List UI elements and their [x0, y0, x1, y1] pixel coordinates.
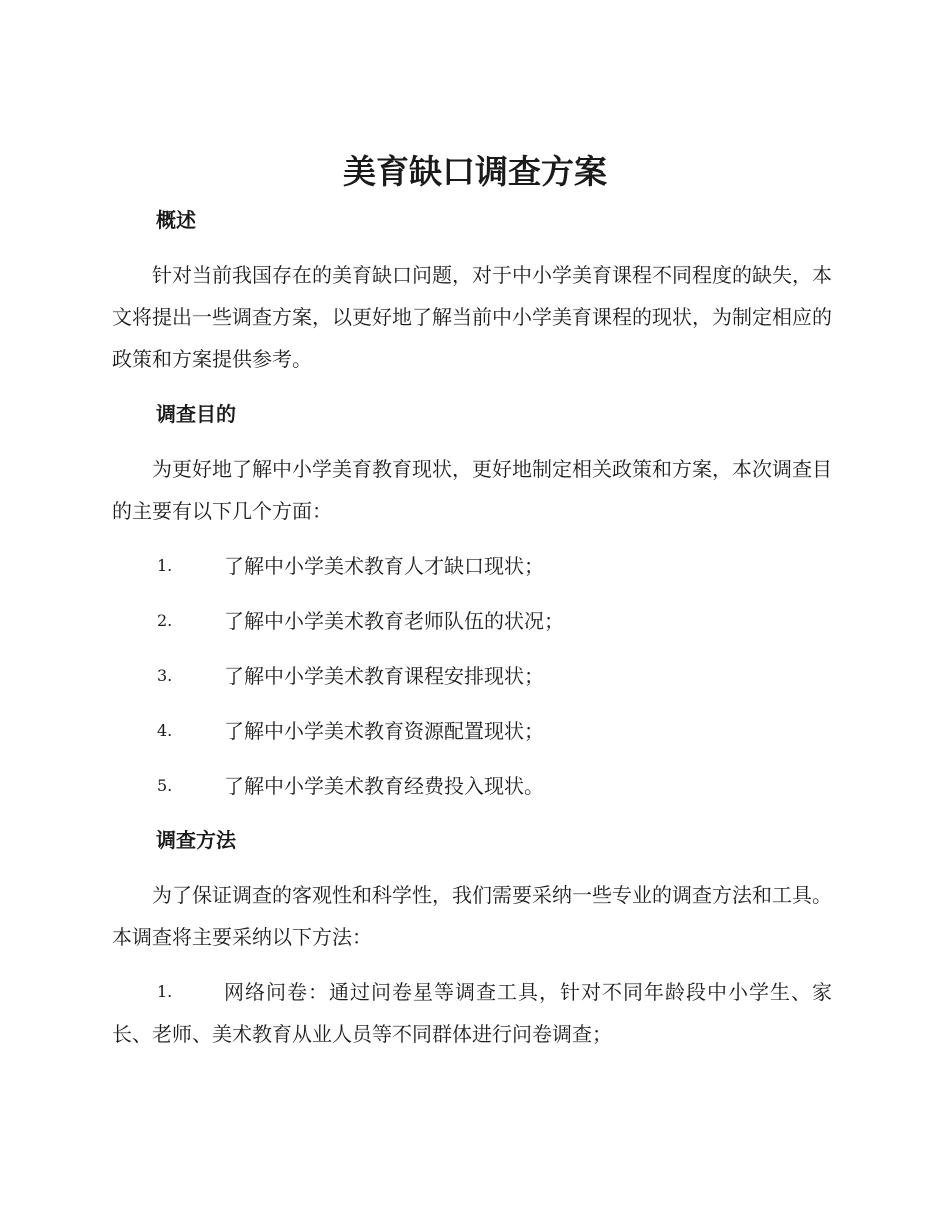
list-number: 1. [157, 556, 173, 575]
list-number: 3. [157, 666, 173, 685]
section-heading-overview: 概述 [156, 208, 196, 232]
list-item-text: 网络问卷：通过问卷星等调查工具，针对不同年龄段中小学生、家长、老师、美术教育从业人员等不同群体进行问卷调查； [112, 980, 832, 1046]
list-number: 5. [157, 776, 173, 795]
list-item-text: 了解中小学美术教育经费投入现状。 [224, 774, 544, 798]
list-item-text: 了解中小学美术教育老师队伍的状况； [224, 609, 564, 633]
purpose-paragraph: 为更好地了解中小学美育教育现状，更好地制定相关政策和方案，本次调查目的主要有以下几个方面： [112, 457, 832, 523]
document-title: 美育缺口调查方案 [343, 152, 607, 191]
list-item-text: 了解中小学美术教育资源配置现状； [224, 719, 544, 743]
list-item-text: 了解中小学美术教育课程安排现状； [224, 664, 544, 688]
list-item-text: 了解中小学美术教育人才缺口现状； [224, 554, 544, 578]
overview-paragraph: 针对当前我国存在的美育缺口问题，对于中小学美育课程不同程度的缺失，本文将提出一些调查方案，以更好地了解当前中小学美育课程的现状，为制定相应的政策和方案提供参考。 [112, 263, 832, 371]
method-list-item [112, 971, 832, 1055]
section-heading-purpose: 调查目的 [156, 402, 236, 426]
section-heading-method: 调查方法 [156, 828, 236, 852]
list-number: 4. [157, 721, 173, 740]
list-number: 1. [157, 982, 173, 1001]
method-paragraph: 为了保证调查的客观性和科学性，我们需要采纳一些专业的调查方法和工具。本调查将主要采纳以下方法： [112, 883, 832, 949]
list-number: 2. [157, 611, 173, 630]
